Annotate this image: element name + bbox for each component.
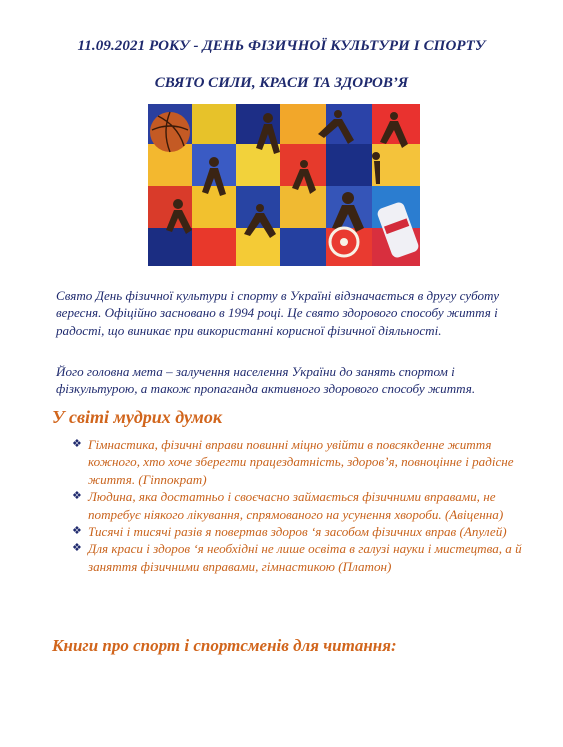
quote-text: Гімнастика, фізичні вправи повинні міцно увійти в повсякденне життя кожного, хто хоче зберегти працездатність, здоров’я, повноцінне і радісне життя. (Гіппократ) xyxy=(88,437,514,487)
list-item xyxy=(72,436,532,488)
wisdom-heading: У світі мудрих думок xyxy=(52,407,222,427)
diamond-bullet-icon: ❖ xyxy=(72,490,82,503)
quote-text: Тисячі і тисячі разів я повертав здоров ‘я засобом фізичних вправ (Апулей) xyxy=(88,524,507,540)
diamond-bullet-icon: ❖ xyxy=(72,438,82,450)
intro-paragraph-2: Його головна мета – залучення населення України до занять спортом і фізкультурою, а також пропаганда активного здорового способу життя. xyxy=(56,364,476,397)
diamond-bullet-icon: ❖ xyxy=(72,525,82,538)
list-item xyxy=(72,488,532,523)
books-heading: Книги про спорт і спортсменів для читання: xyxy=(52,636,397,655)
quotes-list xyxy=(72,436,532,575)
quote-text: Для краси і здоров ‘я необхідні не лише освіта в галузі науки і мистецтва, а й заняття фізичними вправами, гімнастикою (Платон) xyxy=(88,541,522,574)
page-title: 11.09.2021 РОКУ - ДЕНЬ ФІЗИЧНОЇ КУЛЬТУРИ І СПОРТУ xyxy=(77,38,486,54)
diamond-bullet-icon: ❖ xyxy=(72,542,82,555)
sports-collage-image xyxy=(148,104,420,266)
list-item xyxy=(72,540,532,575)
page-subtitle: СВЯТО СИЛИ, КРАСИ ТА ЗДОРОВ’Я xyxy=(154,75,409,91)
list-item xyxy=(72,523,532,540)
quote-text: Людина, яка достатньо і своєчасно займається фізичними вправами, не потребує ніякого лікування, спрямованого на усунення хвороби. (Авіценна) xyxy=(88,489,504,522)
intro-paragraph-1: Свято День фізичної культури і спорту в Україні відзначається в другу суботу вересня. Офіційно засновано в 1994 році. Це свято здорового способу життя і радості, що виникає при використанні корисної фізичної діяльності. xyxy=(56,288,499,338)
